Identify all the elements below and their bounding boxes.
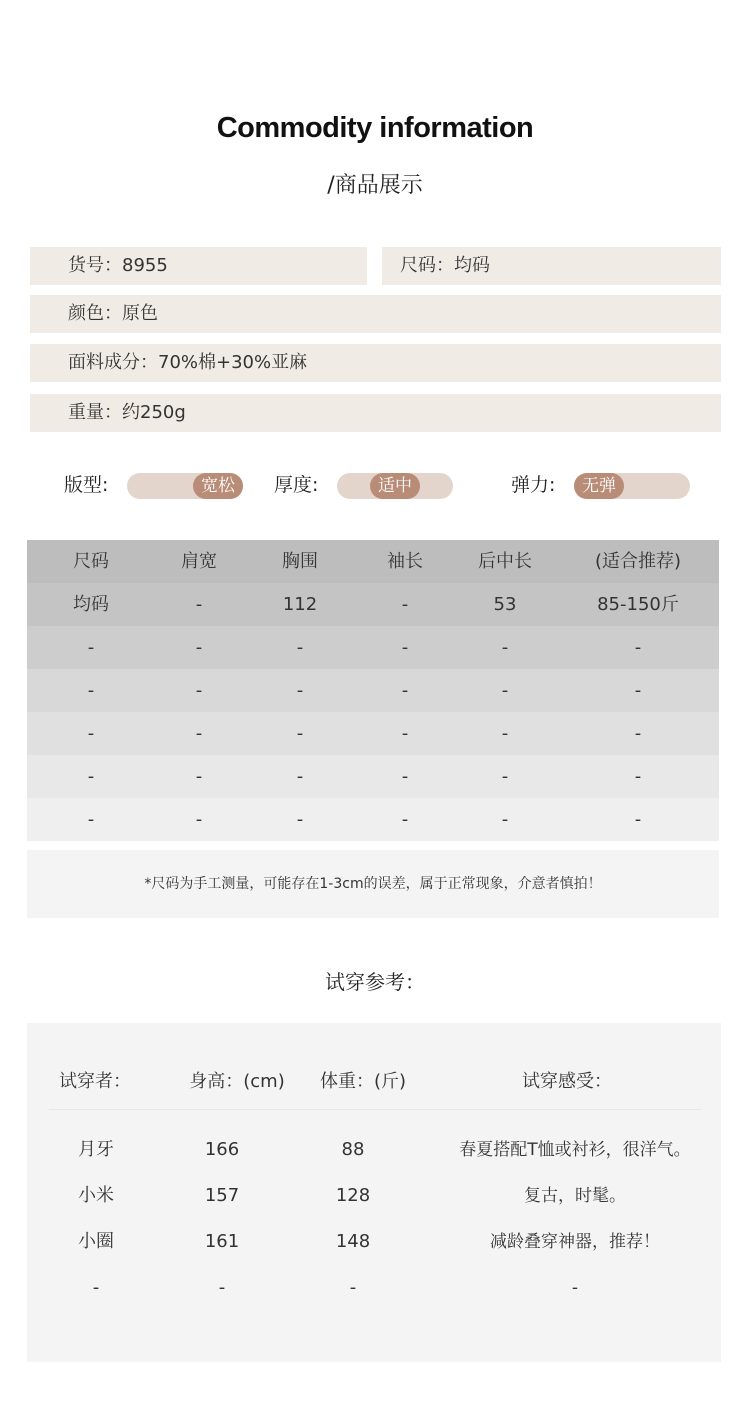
table-cell: - xyxy=(195,637,203,658)
table-cell: - xyxy=(501,680,509,701)
table-cell: - xyxy=(296,809,304,830)
thickness-label: 厚度: xyxy=(274,474,319,496)
table-cell: - xyxy=(296,766,304,787)
tryon-heading: 试穿参考： xyxy=(325,970,425,994)
table-cell: - xyxy=(195,680,203,701)
table-row xyxy=(27,626,719,669)
table-cell: - xyxy=(296,680,304,701)
table-cell: - xyxy=(501,809,509,830)
header-cell: 后中长 xyxy=(478,551,532,572)
table-cell: - xyxy=(634,637,642,658)
tryon-cell: 157 xyxy=(204,1185,240,1206)
table-cell: 112 xyxy=(282,594,318,615)
thickness-value: 适中 xyxy=(370,473,420,499)
header-cell: 尺码 xyxy=(73,551,109,572)
table-cell: - xyxy=(401,723,409,744)
info-color: 颜色：原色 xyxy=(30,295,721,333)
table-row xyxy=(27,755,719,798)
table-cell: - xyxy=(195,723,203,744)
tryon-table xyxy=(27,1023,721,1362)
tryon-cell: 春夏搭配T恤或衬衫，很洋气。 xyxy=(459,1140,691,1160)
measurement-note: *尺码为手工测量，可能存在1-3cm的误差，属于正常现象，介意者慎拍！ xyxy=(27,850,719,918)
header-cell: 袖长 xyxy=(387,551,423,572)
table-cell: - xyxy=(296,637,304,658)
fit-value: 宽松 xyxy=(193,473,243,499)
header-cell: (适合推荐) xyxy=(594,551,682,572)
table-row xyxy=(27,669,719,712)
info-sku: 货号：8955 xyxy=(30,247,367,285)
table-row xyxy=(27,1137,721,1163)
table-cell: - xyxy=(195,766,203,787)
table-cell: - xyxy=(401,809,409,830)
table-cell: - xyxy=(401,594,409,615)
table-row xyxy=(27,1183,721,1209)
size-table xyxy=(27,540,719,841)
table-row xyxy=(27,712,719,755)
table-cell: - xyxy=(501,637,509,658)
tryon-cell: 减龄叠穿神器，推荐！ xyxy=(490,1232,660,1252)
table-cell: - xyxy=(501,723,509,744)
tryon-header-row xyxy=(27,1069,721,1095)
tryon-header-cell: 体重：(斤) xyxy=(319,1071,407,1092)
table-cell: - xyxy=(87,723,95,744)
tryon-cell: 161 xyxy=(204,1231,240,1252)
elasticity-value: 无弹 xyxy=(574,473,624,499)
tryon-cell: - xyxy=(571,1278,579,1298)
page-title: Commodity information xyxy=(216,112,534,144)
tryon-cell: - xyxy=(218,1277,226,1298)
tryon-header-cell: 身高：(cm) xyxy=(189,1071,285,1092)
tryon-cell: 128 xyxy=(335,1185,371,1206)
table-cell: 85-150斤 xyxy=(597,594,679,615)
table-cell: - xyxy=(634,680,642,701)
table-cell: - xyxy=(401,637,409,658)
tryon-header-cell: 试穿者： xyxy=(59,1071,131,1092)
table-cell: - xyxy=(87,637,95,658)
table-row xyxy=(27,1275,721,1301)
table-cell: - xyxy=(195,809,203,830)
page-subtitle: /商品展示 xyxy=(327,173,423,198)
info-weight: 重量：约250g xyxy=(30,394,721,432)
table-cell: - xyxy=(87,809,95,830)
tryon-cell: 166 xyxy=(204,1139,240,1160)
tryon-header-cell: 试穿感受： xyxy=(522,1071,612,1092)
tryon-cell: 小圈 xyxy=(78,1231,114,1252)
table-cell: - xyxy=(401,680,409,701)
tryon-cell: 148 xyxy=(335,1231,371,1252)
thickness-scale xyxy=(337,473,453,499)
header-cell: 胸围 xyxy=(282,551,318,572)
table-cell: - xyxy=(87,766,95,787)
tryon-cell: 复古，时髦。 xyxy=(524,1186,626,1206)
table-cell: - xyxy=(634,809,642,830)
info-size: 尺码：均码 xyxy=(382,247,721,285)
tryon-cell: 小米 xyxy=(78,1185,114,1206)
table-cell: - xyxy=(501,766,509,787)
size-table-header xyxy=(27,540,719,583)
table-row xyxy=(27,583,719,626)
header-cell: 肩宽 xyxy=(181,551,217,572)
table-cell: - xyxy=(195,594,203,615)
tryon-cell: - xyxy=(349,1277,357,1298)
table-cell: - xyxy=(87,680,95,701)
tryon-divider xyxy=(49,1109,701,1110)
table-cell: - xyxy=(401,766,409,787)
tryon-cell: - xyxy=(92,1277,100,1298)
info-fabric: 面料成分：70%棉+30%亚麻 xyxy=(30,344,721,382)
table-cell: 均码 xyxy=(73,594,109,615)
fit-scale xyxy=(127,473,243,499)
tryon-cell: 月牙 xyxy=(78,1139,114,1160)
table-cell: - xyxy=(634,766,642,787)
table-cell: - xyxy=(634,723,642,744)
fit-label: 版型: xyxy=(64,474,109,496)
tryon-cell: 88 xyxy=(341,1139,365,1160)
table-row xyxy=(27,1229,721,1255)
elasticity-label: 弹力: xyxy=(511,474,556,496)
elasticity-scale xyxy=(574,473,690,499)
table-cell: 53 xyxy=(493,594,517,615)
table-cell: - xyxy=(296,723,304,744)
table-row xyxy=(27,798,719,841)
